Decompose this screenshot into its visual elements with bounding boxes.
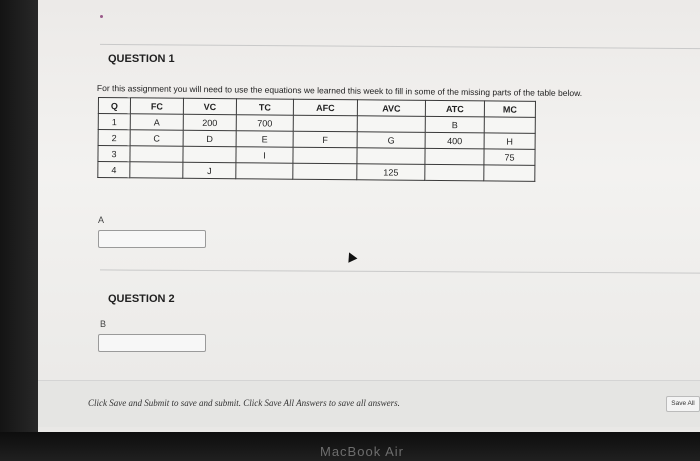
table-cell: 75 — [484, 149, 535, 165]
save-all-answers-button[interactable]: Save All — [666, 396, 700, 412]
header-avc: AVC — [357, 100, 425, 117]
table-cell — [236, 163, 293, 179]
table-cell: J — [183, 162, 236, 178]
table-cell: F — [293, 131, 357, 148]
footer-instructions: Click Save and Submit to save and submit. Click Save All Answers to save all answers. — [88, 398, 400, 408]
answer-label-b: B — [100, 319, 107, 329]
browser-screen — [38, 0, 700, 432]
table-cell: 3 — [98, 146, 130, 162]
header-vc: VC — [183, 98, 236, 114]
table-cell: 1 — [98, 114, 130, 130]
table-cell: H — [484, 133, 535, 149]
table-cell: A — [130, 114, 183, 130]
question1-divider — [100, 44, 700, 49]
table-row — [98, 162, 535, 182]
table-cell: C — [130, 130, 183, 146]
question2-divider — [100, 269, 700, 273]
stray-pixel — [100, 15, 103, 18]
table-cell — [130, 146, 183, 162]
submit-footer — [38, 380, 700, 427]
table-cell: G — [357, 132, 425, 149]
table-cell — [357, 116, 425, 133]
table-cell — [484, 117, 535, 133]
mouse-cursor-icon — [345, 250, 358, 262]
answer-a-input[interactable] — [98, 230, 206, 248]
table-cell — [130, 162, 183, 178]
table-cell: I — [236, 147, 293, 163]
header-mc: MC — [484, 101, 535, 117]
header-afc: AFC — [293, 99, 357, 116]
table-cell: 4 — [98, 162, 130, 178]
answer-label-a: A — [98, 215, 105, 225]
table-cell — [484, 165, 535, 181]
header-fc: FC — [130, 98, 183, 114]
table-cell — [293, 163, 357, 180]
header-atc: ATC — [425, 100, 484, 117]
table-cell: B — [425, 116, 484, 133]
header-tc: TC — [236, 99, 293, 115]
table-cell: 2 — [98, 130, 130, 146]
header-q: Q — [98, 98, 130, 114]
screen-bezel-left — [0, 0, 42, 461]
table-cell: 125 — [357, 164, 425, 181]
table-cell: 700 — [236, 115, 293, 131]
table-cell: E — [236, 131, 293, 147]
question1-title: QUESTION 1 — [108, 53, 175, 65]
question2-title: QUESTION 2 — [108, 293, 175, 305]
cost-table — [97, 97, 536, 182]
question1-instructions: For this assignment you will need to use the equations we learned this week to fill in some of the missing parts of the table below. — [96, 83, 583, 99]
table-cell: 200 — [183, 114, 236, 130]
table-cell: 400 — [425, 132, 484, 149]
table-cell — [357, 148, 425, 165]
answer-b-input[interactable] — [98, 334, 206, 352]
table-cell: D — [183, 130, 236, 146]
table-cell — [293, 115, 357, 132]
device-brand-label: MacBook Air — [320, 444, 404, 459]
table-cell — [183, 146, 236, 162]
table-cell — [293, 147, 357, 164]
table-cell — [425, 148, 484, 165]
table-cell — [425, 164, 484, 181]
